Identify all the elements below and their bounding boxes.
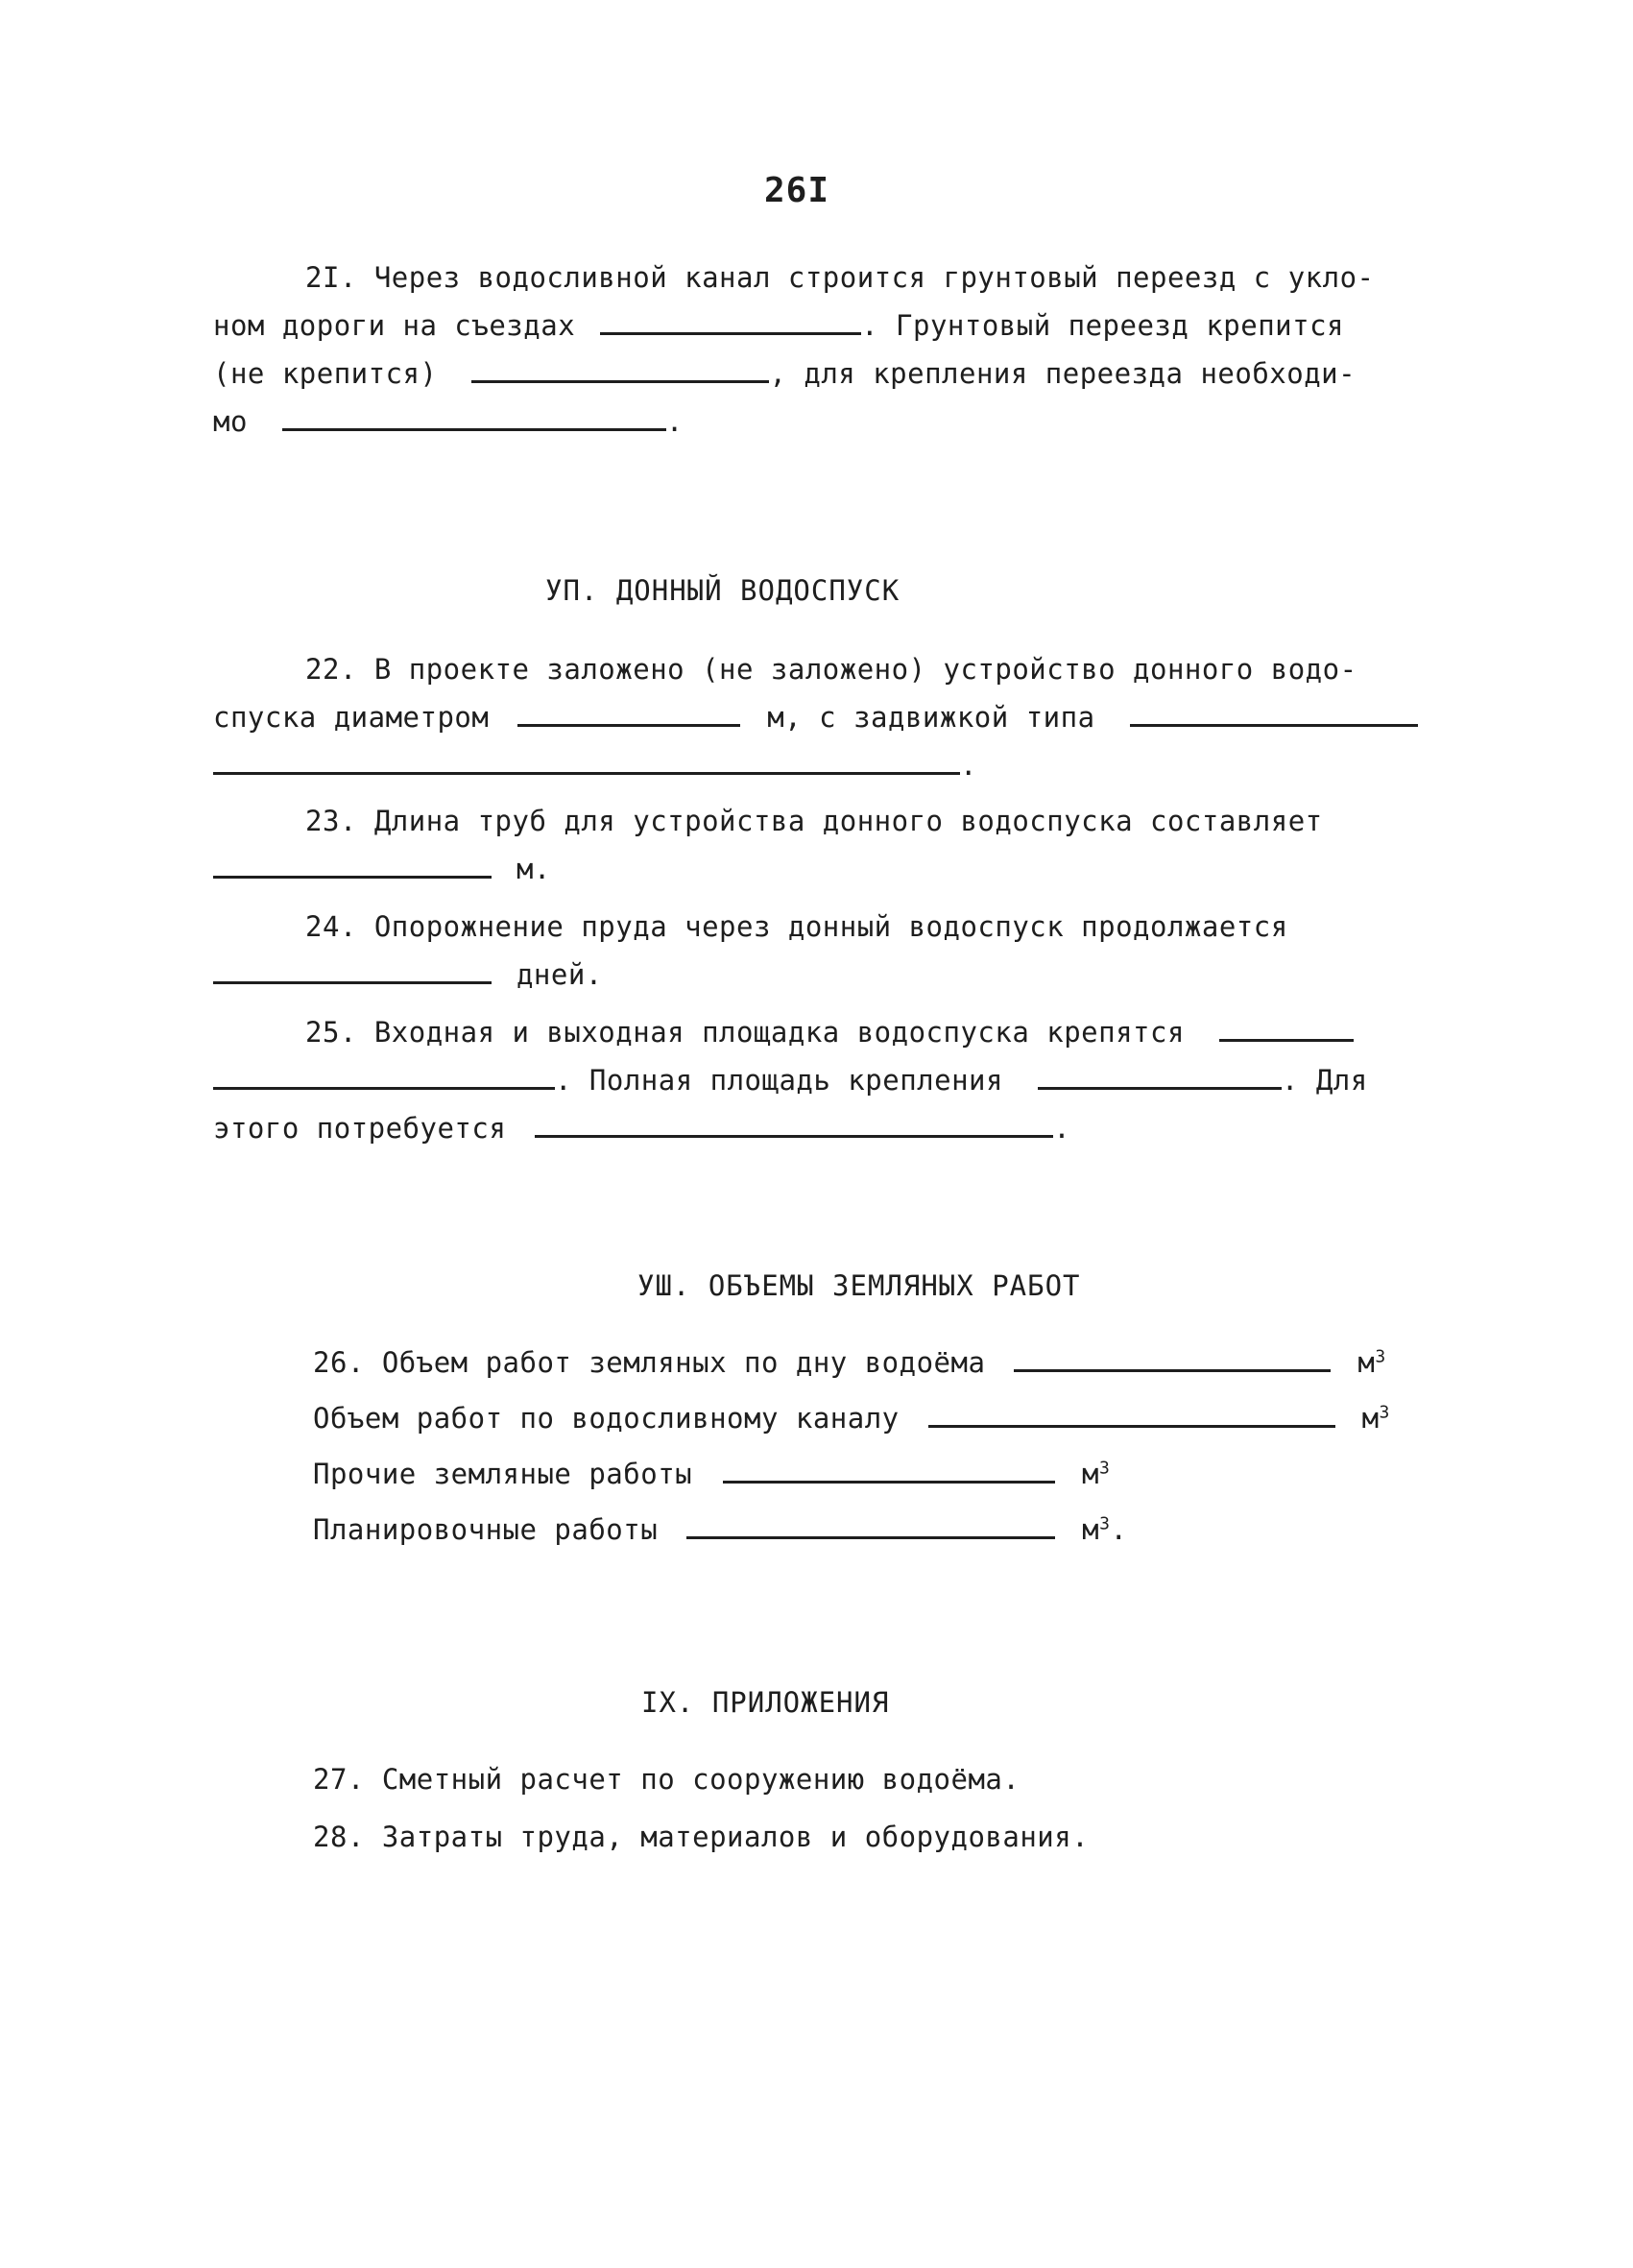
blank-field[interactable] [517, 701, 740, 727]
item-21-text-b: . Грунтовый переезд крепится [861, 309, 1344, 342]
unit-period: . [1110, 1513, 1128, 1546]
item-27: 27. Сметный расчет по сооружению водоёма. [313, 1763, 1021, 1796]
item-26-line-4 [313, 1513, 1127, 1546]
unit-exponent: 3 [1099, 1458, 1111, 1479]
item-21-line-1: 2I. Через водосливной канал строится грунтовый переезд с укло- [305, 261, 1375, 294]
item-22-text-a: спуска диаметром [213, 701, 490, 734]
blank-field[interactable] [213, 749, 960, 775]
item-25-text-b: . Полная площадь крепления [555, 1064, 1003, 1097]
item-22-line-2 [213, 701, 1418, 734]
item-21-text-f: . [665, 405, 684, 438]
blank-field[interactable] [213, 1064, 555, 1090]
unit-exponent: 3 [1099, 1513, 1111, 1534]
item-25-text-a: 25. Входная и выходная площадка водоспуска крепятся [305, 1016, 1185, 1049]
item-22-text-c: . [960, 749, 977, 782]
blank-field[interactable] [723, 1458, 1055, 1484]
blank-field[interactable] [1014, 1346, 1331, 1372]
item-25-text-c: . Для [1281, 1064, 1368, 1097]
page-number: 26I [764, 171, 830, 210]
item-23-line-1: 23. Длина труб для устройства донного водоспуска составляет [305, 805, 1323, 837]
blank-field[interactable] [535, 1112, 1053, 1138]
item-26-text-d: Планировочные работы [313, 1513, 659, 1546]
blank-field[interactable] [928, 1402, 1335, 1428]
unit-label: м [1361, 1402, 1380, 1435]
blank-field[interactable] [1038, 1064, 1282, 1090]
item-26-text-a: 26. Объем работ земляных по дну водоёма [313, 1346, 986, 1379]
item-26-text-c: Прочие земляные работы [313, 1458, 693, 1490]
unit-exponent: 3 [1379, 1402, 1390, 1423]
unit-exponent: 3 [1375, 1346, 1386, 1367]
item-22-line-1: 22. В проекте заложено (не заложено) устройство донного водо- [305, 653, 1357, 686]
blank-field[interactable] [1130, 701, 1418, 727]
unit-label: м [1357, 1346, 1376, 1379]
item-26-text-b: Объем работ по водосливному каналу [313, 1402, 900, 1435]
item-21-text-d: , для крепления переезда необходи- [769, 357, 1357, 390]
section-heading-7: УП. ДОННЫЙ ВОДОСПУСК [545, 574, 901, 607]
item-25-line-2 [213, 1064, 1368, 1097]
blank-field[interactable] [213, 958, 492, 984]
item-22-text-b: м, с задвижкой типа [767, 701, 1095, 734]
item-26-line-3 [313, 1458, 1110, 1490]
blank-field[interactable] [213, 853, 492, 879]
unit-label: м [1082, 1513, 1100, 1546]
blank-field[interactable] [686, 1513, 1055, 1539]
item-24-text-a: дней. [516, 958, 603, 991]
blank-field[interactable] [1219, 1016, 1354, 1042]
item-26-line-1 [313, 1346, 1386, 1379]
item-26-line-2 [313, 1402, 1390, 1435]
item-28: 28. Затраты труда, материалов и оборудования. [313, 1821, 1090, 1853]
blank-field[interactable] [600, 309, 861, 335]
item-21-text-a: ном дороги на съездах [213, 309, 576, 342]
item-21-line-4 [213, 405, 684, 438]
unit-label: м [1082, 1458, 1100, 1490]
item-21-text-c: (не крепится) [213, 357, 438, 390]
item-21-line-3 [213, 357, 1356, 390]
item-24-line-1: 24. Опорожнение пруда через донный водоспуск продолжается [305, 910, 1288, 943]
item-25-text-e: . [1053, 1112, 1071, 1145]
blank-field[interactable] [282, 405, 666, 431]
item-23-line-2 [213, 853, 551, 885]
blank-field[interactable] [471, 357, 769, 383]
item-23-text-a: м. [516, 853, 551, 885]
item-21-text-e: мо [213, 405, 248, 438]
section-heading-9: IX. ПРИЛОЖЕНИЯ [641, 1686, 890, 1719]
item-22-line-3 [213, 749, 977, 782]
item-25-line-1 [305, 1016, 1354, 1049]
item-25-line-3 [213, 1112, 1070, 1145]
item-25-text-d: этого потребуется [213, 1112, 507, 1145]
item-21-line-2 [213, 309, 1344, 342]
section-heading-8: УШ. ОБЪЕМЫ ЗЕМЛЯНЫХ РАБОТ [637, 1269, 1081, 1302]
item-24-line-2 [213, 958, 603, 991]
